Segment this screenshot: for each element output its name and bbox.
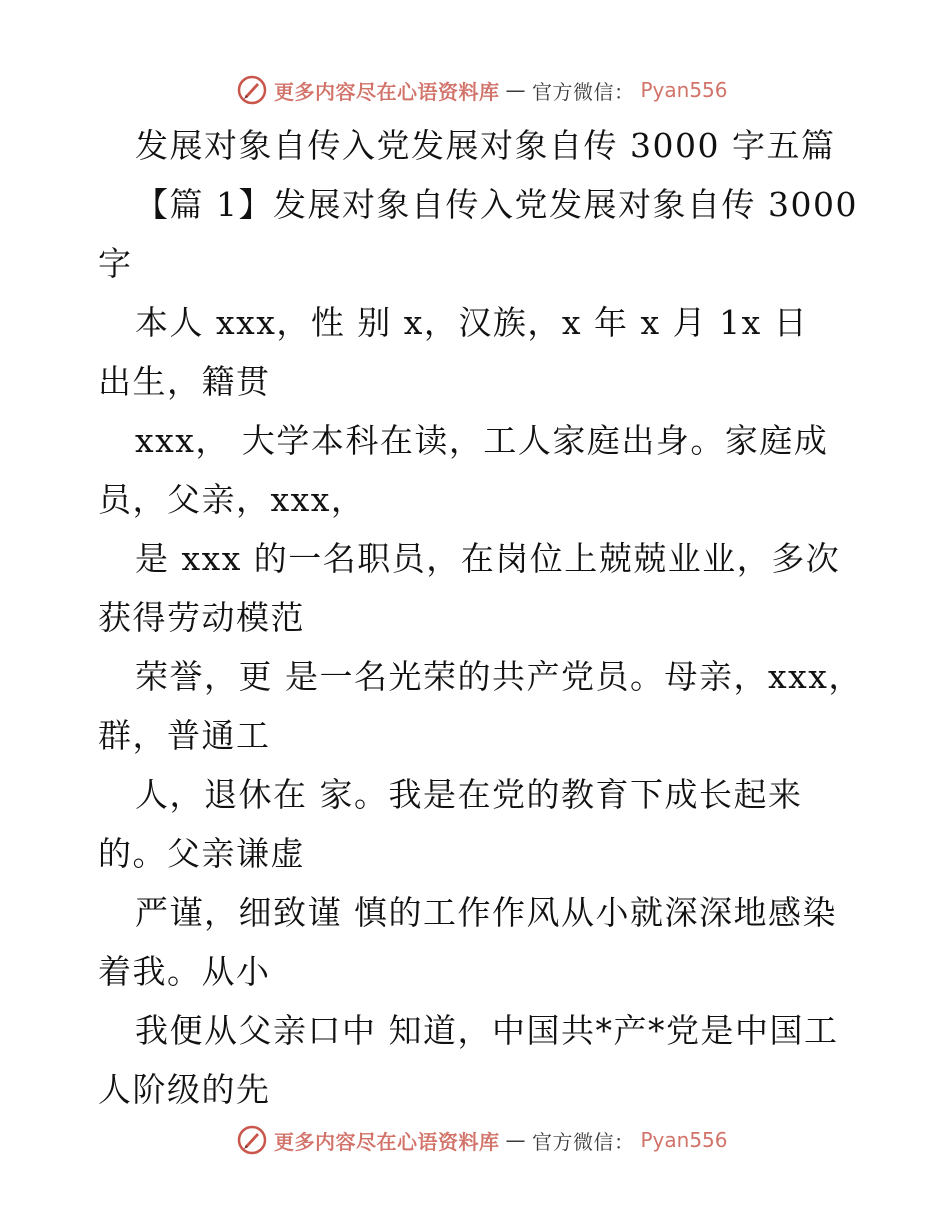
text-line: 【篇 1】发展对象自传入党发展对象自传 3000 [135,185,858,224]
footer-watermark [236,1122,728,1158]
text-line: 字 [98,244,133,283]
watermark-wechat-label: 官方微信： [532,79,635,104]
text-line: 人阶级的先 [98,1070,271,1109]
watermark-brand: 更多内容尽在心语资料库 [274,79,500,104]
text-line: 我便从父亲口中 知道，中国共*产*党是中国工 [135,1011,839,1050]
watermark-brand: 更多内容尽在心语资料库 [274,1129,500,1154]
quill-pen-icon [236,74,268,106]
document-title: 发展对象自传入党发展对象自传 3000 字五篇 [135,126,836,165]
text-line: 荣誉，更 是一名光荣的共产党员。母亲，xxx， [135,657,863,696]
text-line: 人，退休在 家。我是在党的教育下成长起来 [135,775,803,814]
text-line: 着我。从小 [98,952,271,991]
text-line: 群，普通工 [98,716,271,755]
text-line: 严谨，细致谨 慎的工作作风从小就深深地感染 [135,893,837,932]
quill-pen-icon [236,1124,268,1156]
text-line: 是 xxx 的一名职员，在岗位上兢兢业业，多次 [135,539,841,578]
text-line: xxx， 大学本科在读，工人家庭出身。家庭成 [135,421,829,460]
watermark-wechat-id: Pyan556 [640,1128,728,1152]
watermark-separator: — [505,78,526,102]
text-line: 本人 xxx，性 别 x，汉族，x 年 x 月 1x 日 [135,303,809,342]
watermark-wechat-id: Pyan556 [640,78,728,102]
document-body [98,116,863,1119]
watermark-separator: — [505,1128,526,1152]
text-line: 获得劳动模范 [98,598,305,637]
text-line: 的。父亲谦虚 [98,834,305,873]
header-watermark [236,72,728,108]
text-line: 出生，籍贯 [98,362,271,401]
text-line: 员，父亲，xxx， [98,480,366,519]
watermark-wechat-label: 官方微信： [532,1129,635,1154]
